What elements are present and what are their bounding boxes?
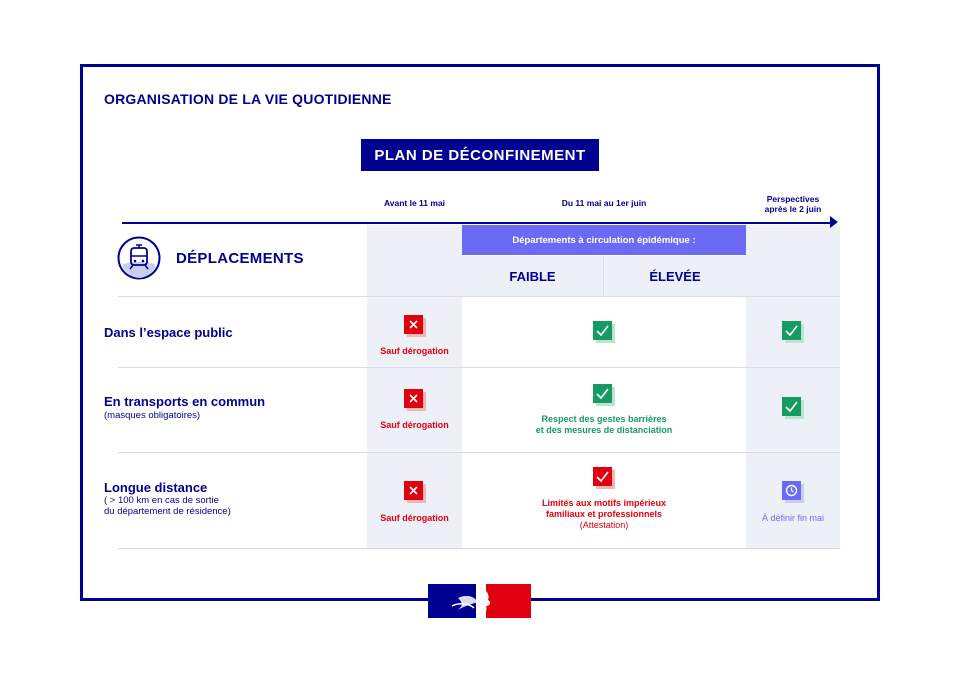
row3-during-note xyxy=(462,498,746,531)
column-header-after-line2: après le 2 juin xyxy=(764,204,822,214)
row3-after-note: À définir fin mai xyxy=(761,513,825,523)
check-icon xyxy=(782,321,804,343)
row2-during-note-line1: Respect des gestes barrières xyxy=(541,414,667,424)
row2-before-note: Sauf dérogation xyxy=(380,420,449,430)
row-subtitle-distance-line1: ( > 100 km en cas de sortie xyxy=(104,495,219,506)
row3-during-note-line2: familiaux et professionnels xyxy=(545,509,663,519)
plan-banner: PLAN DE DÉCONFINEMENT xyxy=(361,139,599,171)
check-icon xyxy=(782,397,804,419)
level-high: ÉLEVÉE xyxy=(604,256,746,296)
row-title-long-distance: Longue distance xyxy=(104,480,208,495)
marianne-logo xyxy=(428,584,531,618)
cross-icon xyxy=(404,481,426,503)
row2-during-note xyxy=(462,414,746,436)
check-icon xyxy=(593,321,615,343)
row-subtitle-masks: (masques obligatoires) xyxy=(104,410,201,421)
row3-before-note: Sauf dérogation xyxy=(380,513,449,523)
section-title: ORGANISATION DE LA VIE QUOTIDIENNE xyxy=(104,91,392,107)
row3-during-note-line3: (Attestation) xyxy=(579,520,629,530)
marianne-profile-icon xyxy=(428,584,531,618)
clock-icon xyxy=(782,481,804,503)
bottom-rule-right xyxy=(531,598,880,601)
cross-icon xyxy=(404,315,426,337)
column-header-during: Du 11 mai au 1er juin xyxy=(561,198,647,208)
bottom-rule-left xyxy=(80,598,428,601)
row-divider xyxy=(118,296,840,297)
row-subtitle-distance-line2: du département de résidence) xyxy=(104,506,231,517)
row-divider xyxy=(118,548,840,549)
row-divider xyxy=(118,367,840,368)
level-low: FAIBLE xyxy=(462,256,603,296)
row-title-public-transport: En transports en commun xyxy=(104,394,266,409)
level-divider xyxy=(603,256,604,296)
category-label: DÉPLACEMENTS xyxy=(176,250,304,267)
column-header-after xyxy=(746,194,840,214)
column-header-before: Avant le 11 mai xyxy=(383,198,446,208)
train-icon xyxy=(117,236,161,280)
column-header-after-line1: Perspectives xyxy=(766,194,820,204)
epidemic-level-header: Départements à circulation épidémique : xyxy=(462,225,746,255)
row1-before-note: Sauf dérogation xyxy=(380,346,449,356)
check-icon xyxy=(593,384,615,406)
row-divider xyxy=(118,452,840,453)
timeline-axis xyxy=(122,222,835,224)
cross-icon xyxy=(404,389,426,411)
row-title-public-space: Dans l’espace public xyxy=(104,325,233,340)
row3-during-note-line1: Limités aux motifs impérieux xyxy=(541,498,667,508)
row-subtitle-distance xyxy=(104,495,231,517)
check-icon xyxy=(593,467,615,489)
row2-during-note-line2: et des mesures de distanciation xyxy=(535,425,673,435)
timeline-arrow-icon xyxy=(830,216,838,228)
